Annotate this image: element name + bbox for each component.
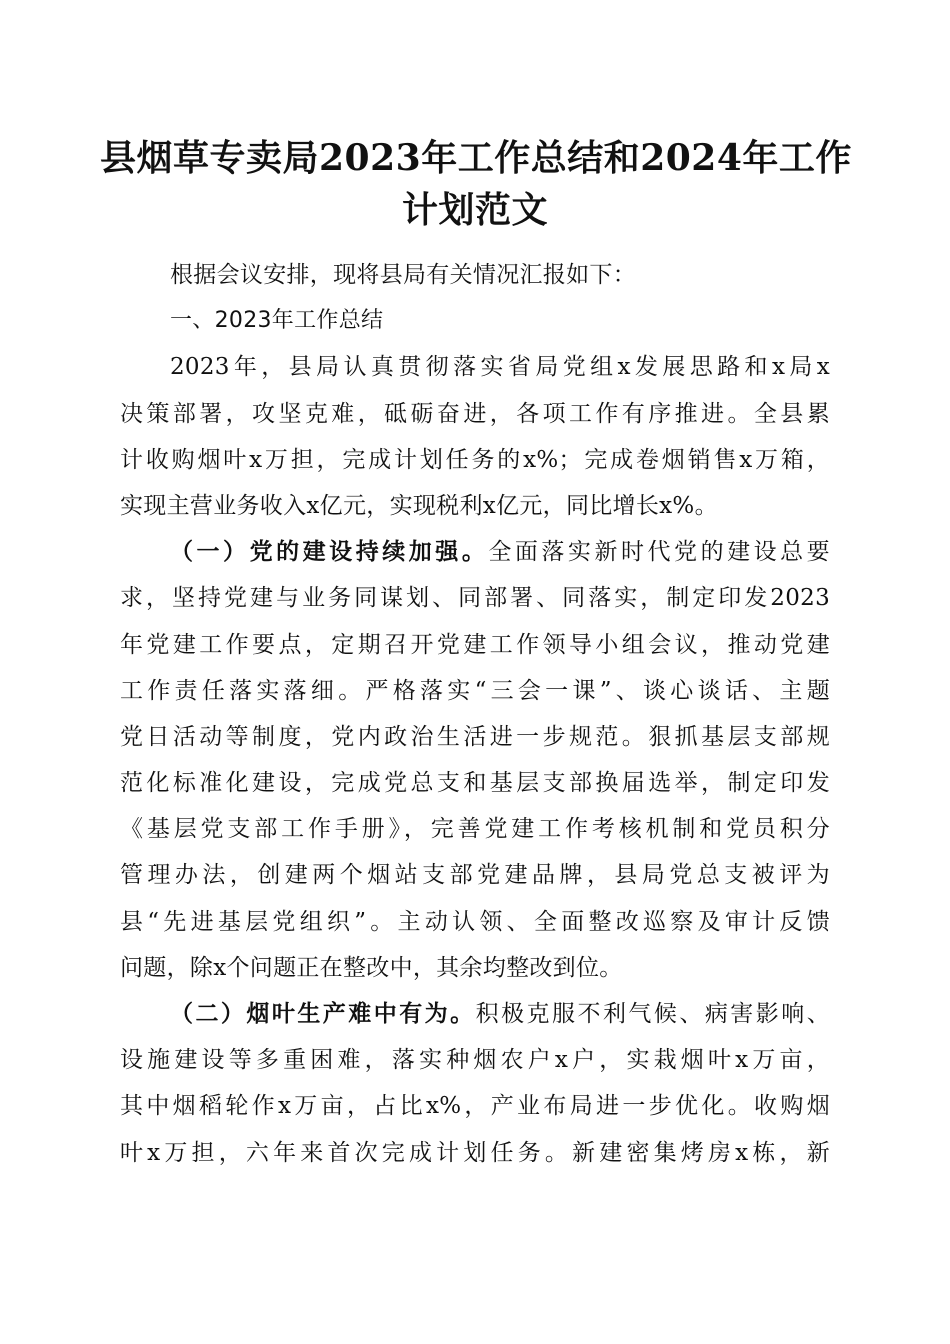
- sub2-line-2: 设施建设等多重困难，落实种烟农户x户，实栽烟叶x万亩，: [120, 1047, 830, 1074]
- section1-line-1: 2023年，县局认真贯彻落实省局党组x发展思路和x局x: [170, 354, 830, 381]
- sub1-heading: （一）党的建设持续加强。: [170, 538, 489, 566]
- section1-line-3: 计收购烟叶x万担，完成计划任务的x%；完成卷烟销售x万箱，: [120, 446, 830, 473]
- section1-line-4: 实现主营业务收入x亿元，实现税利x亿元，同比增长x%。: [120, 492, 718, 519]
- sub2-heading: （二）烟叶生产难中有为。: [170, 1000, 476, 1027]
- sub2-first-text: 积极克服不利气候、病害影响、: [475, 1001, 831, 1027]
- section-heading-1: 一、2023年工作总结: [170, 308, 384, 334]
- sub1-line-10: 问题，除x个问题正在整改中，其余均整改到位。: [120, 954, 623, 981]
- section1-line-2: 决策部署，攻坚克难，砥砺奋进，各项工作有序推进。全县累: [120, 400, 830, 427]
- document-title: [100, 132, 850, 236]
- sub2-first-line: [120, 991, 830, 1037]
- document-body: [120, 252, 830, 1176]
- sub1-line-2: 求，坚持党建与业务同谋划、同部署、同落实，制定印发2023: [120, 585, 830, 612]
- sub1-first-line: [120, 529, 830, 575]
- title-line-1: 县烟草专卖局2023年工作总结和2024年工作: [100, 137, 852, 179]
- sub1-line-8: 管理办法，创建两个烟站支部党建品牌，县局党总支被评为: [120, 862, 830, 889]
- sub1-line-6: 范化标准化建设，完成党总支和基层支部换届选举，制定印发: [120, 770, 830, 797]
- sub2-line-3: 其中烟稻轮作x万亩，占比x%，产业布局进一步优化。收购烟: [120, 1093, 830, 1120]
- sub1-line-3: 年党建工作要点，定期召开党建工作领导小组会议，推动党建: [120, 631, 830, 658]
- intro-paragraph: 根据会议安排，现将县局有关情况汇报如下：: [170, 262, 636, 288]
- sub1-first-text: 全面落实新时代党的建设总要: [488, 539, 830, 566]
- sub2-line-4: 叶x万担，六年来首次完成计划任务。新建密集烤房x栋，新: [120, 1139, 830, 1166]
- title-line-2: 计划范文: [401, 189, 548, 231]
- sub1-line-9: 县“先进基层党组织”。主动认领、全面整改巡察及审计反馈: [120, 908, 830, 935]
- sub1-line-5: 党日活动等制度，党内政治生活进一步规范。狠抓基层支部规: [120, 723, 830, 750]
- sub1-line-4: 工作责任落实落细。严格落实“三会一课”、谈心谈话、主题: [120, 677, 830, 704]
- sub1-line-7: 《基层党支部工作手册》，完善党建工作考核机制和党员积分: [120, 816, 830, 843]
